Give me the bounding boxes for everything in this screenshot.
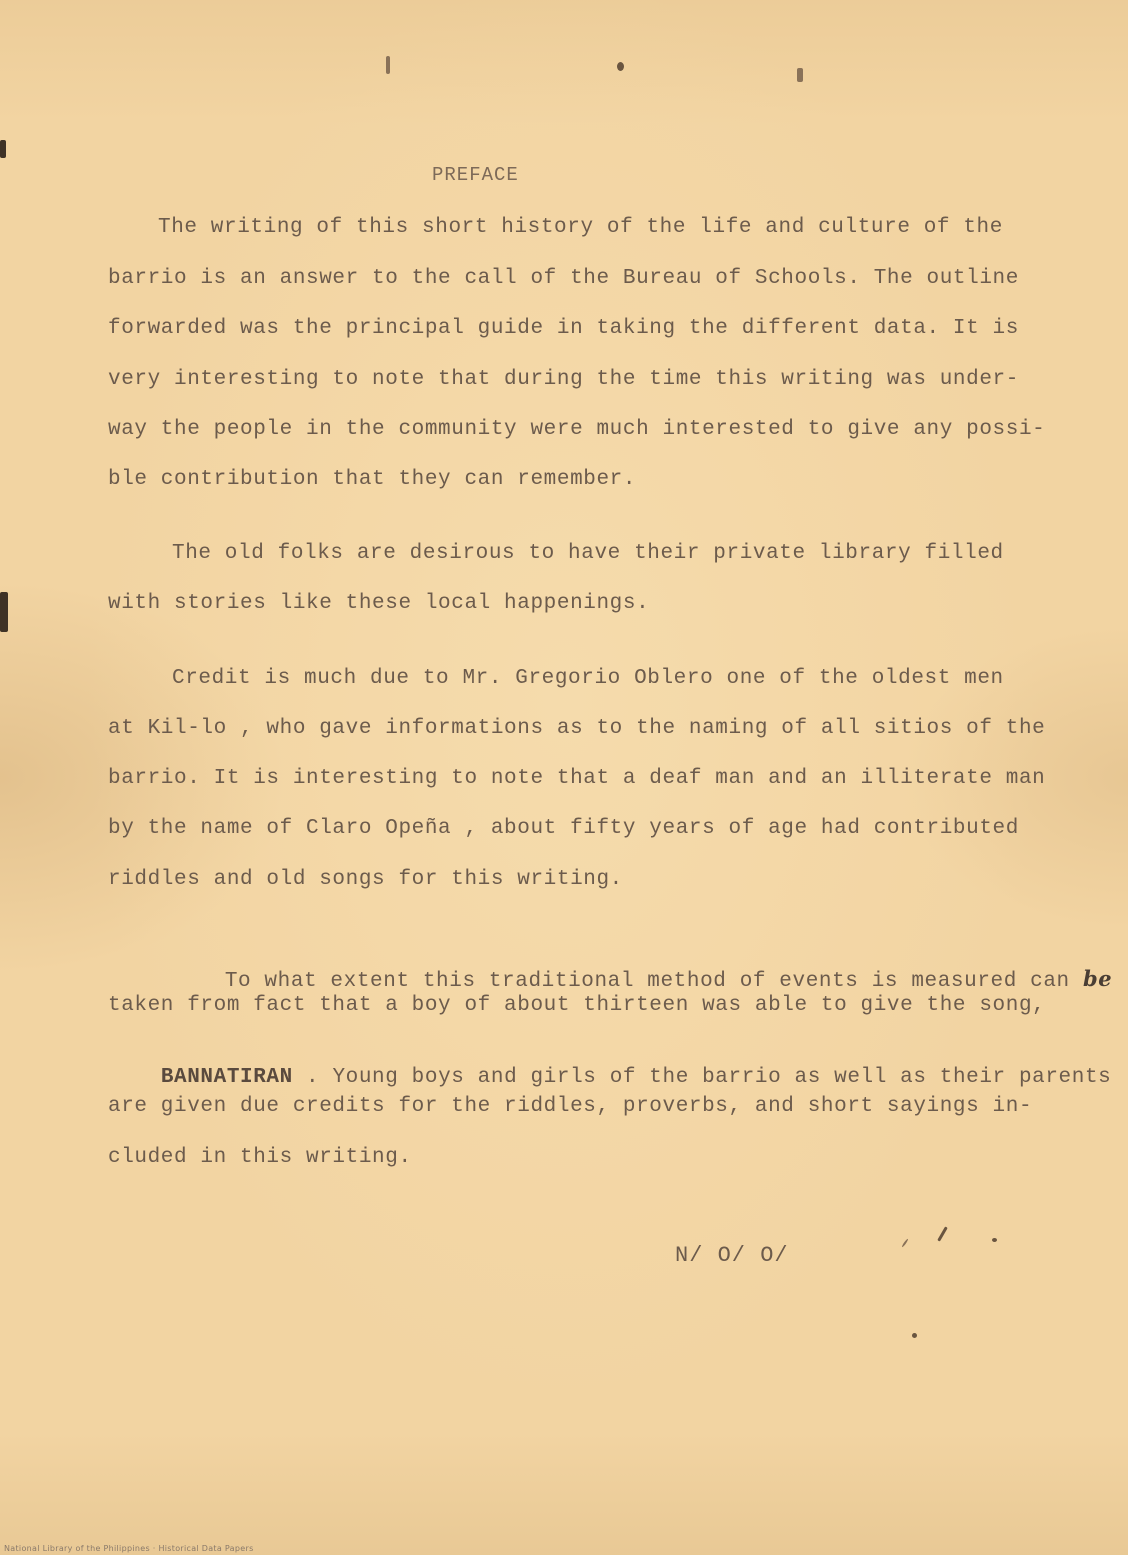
paragraph-4-line-5: cluded in this writing.: [108, 1146, 412, 1169]
archive-footer: National Library of the Philippines · Historical Data Papers: [4, 1544, 254, 1553]
binding-mark-middle: [0, 592, 8, 632]
paragraph-1-line-1: The writing of this short history of the life and culture of the: [158, 216, 1003, 239]
signature-initials: N/ O/ O/: [675, 1243, 789, 1268]
song-name: BANNATIRAN: [160, 1066, 293, 1089]
paragraph-3-line-3: barrio. It is interesting to note that a deaf man and an illiterate man: [108, 767, 1046, 790]
paragraph-3-line-2: at Kil-lo , who gave informations as to the naming of all sitios of the: [108, 717, 1046, 740]
ink-speck: [992, 1238, 997, 1242]
paragraph-2-line-1: The old folks are desirous to have their private library filled: [172, 542, 1004, 565]
ink-speck: [617, 62, 624, 71]
ink-speck: [797, 68, 803, 82]
ink-speck: [901, 1238, 908, 1247]
page-title: PREFACE: [432, 164, 519, 186]
ink-speck: [386, 56, 390, 74]
ink-speck: [937, 1226, 948, 1241]
paragraph-3-line-5: riddles and old songs for this writing.: [108, 868, 623, 891]
paragraph-1-line-4: very interesting to note that during the time this writing was under-: [108, 368, 1019, 391]
paragraph-3-line-4: by the name of Claro Opeña , about fifty years of age had contributed: [108, 817, 1019, 840]
paragraph-1-line-3: forwarded was the principal guide in taking the different data. It is: [108, 317, 1019, 340]
paragraph-4-line-3-text: . Young boys and girls of the barrio as well as their parents: [292, 1066, 1112, 1089]
binding-mark-top: [0, 140, 6, 158]
paragraph-4-line-4: are given due credits for the riddles, proverbs, and short sayings in-: [108, 1095, 1033, 1118]
paragraph-4-line-2: taken from fact that a boy of about thirteen was able to give the song,: [108, 994, 1046, 1017]
paragraph-1-line-5: way the people in the community were much interested to give any possi-: [108, 418, 1046, 441]
paragraph-1-line-2: barrio is an answer to the call of the Bureau of Schools. The outline: [108, 267, 1019, 290]
paragraph-4-line-1-text: To what extent this traditional method of events is measured can: [224, 970, 1083, 993]
handwritten-correction: be: [1082, 966, 1113, 991]
ink-speck: [912, 1333, 917, 1338]
paragraph-1-line-6: ble contribution that they can remember.: [108, 468, 637, 491]
paragraph-2-line-2: with stories like these local happenings.: [108, 592, 650, 615]
paragraph-3-line-1: Credit is much due to Mr. Gregorio Oblero one of the oldest men: [172, 667, 1004, 690]
